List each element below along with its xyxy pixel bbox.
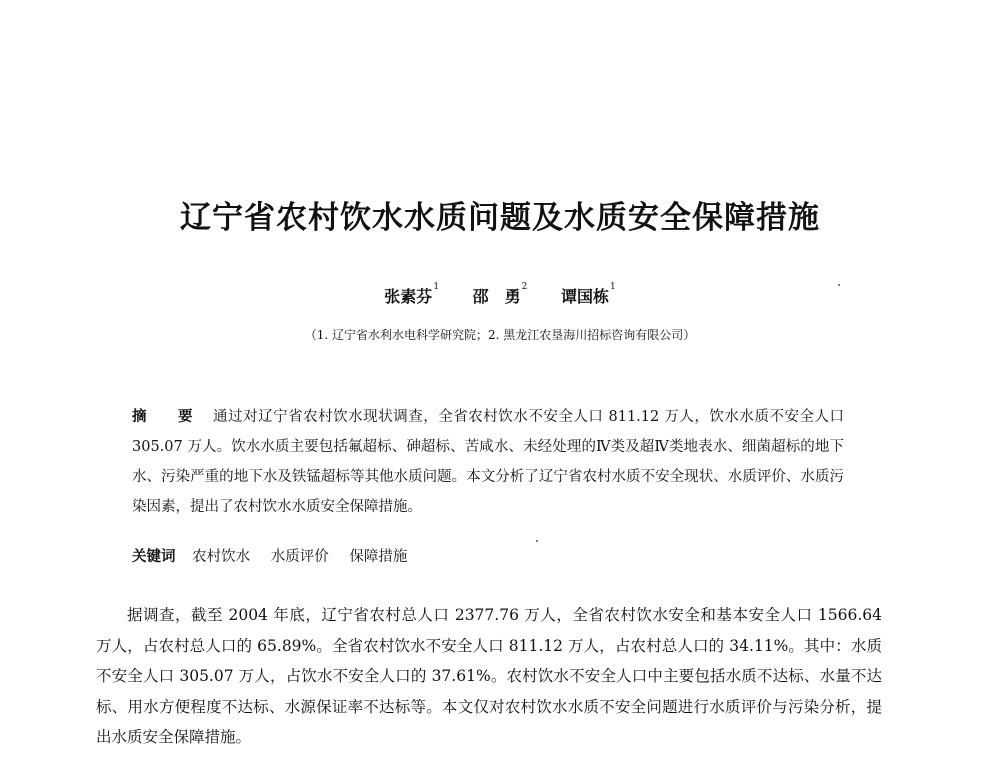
affiliation-mark: 2 xyxy=(521,282,528,292)
scan-speck xyxy=(838,284,840,286)
affiliation-mark: 1 xyxy=(433,282,440,292)
abstract xyxy=(132,402,844,522)
author xyxy=(473,284,528,307)
keyword: 保障措施 xyxy=(349,549,408,565)
abstract-text: 通过对辽宁省农村饮水现状调查，全省农村饮水不安全人口 811.12 万人，饮水水质不安全人口 305.07 万人。饮水水质主要包括氟超标、砷超标、苦咸水、未经处理的Ⅳ类及超Ⅳ类地表水、细菌超标的地下水、污染严重的地下水及铁锰超标等其他水质问题。本文分析了辽宁省农村水质不安全现状、水质评价、水质污染因素，提出了农村饮水水质安全保障措施。 xyxy=(132,409,845,515)
author xyxy=(561,284,616,307)
body-paragraph: 据调查，截至 2004 年底，辽宁省农村总人口 2377.76 万人，全省农村饮水安全和基本安全人口 1566.64 万人，占农村总人口的 65.89%。全省农村饮水不安全人口 811.12 万人，占农村总人口的 34.11%。其中：水质不安全人口 305.07 万人，占饮水不安全人口的 37.61%。农村饮水不安全人口中主要包括水质不达标、水量不达标、用水方便程度不达标、水源保证率不达标等。本文仅对农村饮水水质不安全问题进行水质评价与污染分析，提出水质安全保障措施。 xyxy=(96,606,882,746)
keyword: 水质评价 xyxy=(270,549,329,565)
author xyxy=(384,284,439,307)
keyword: 农村饮水 xyxy=(192,549,251,565)
author-name: 张素芬 xyxy=(384,287,433,306)
affiliations: （1. 辽宁省水利水电科学研究院；2. 黑龙江农垦海川招标咨询有限公司） xyxy=(304,328,696,342)
paper-title: 辽宁省农村饮水水质问题及水质安全保障措施 xyxy=(180,200,820,236)
author-name: 谭国栋 xyxy=(560,287,609,306)
scan-speck xyxy=(536,540,538,542)
keywords xyxy=(132,545,844,566)
author-name: 邵 勇 xyxy=(472,287,521,306)
keywords-label: 关键词 xyxy=(132,549,176,565)
affiliation-mark: 1 xyxy=(609,282,616,292)
abstract-label: 摘 要 xyxy=(132,409,202,425)
author-list xyxy=(0,284,1000,307)
